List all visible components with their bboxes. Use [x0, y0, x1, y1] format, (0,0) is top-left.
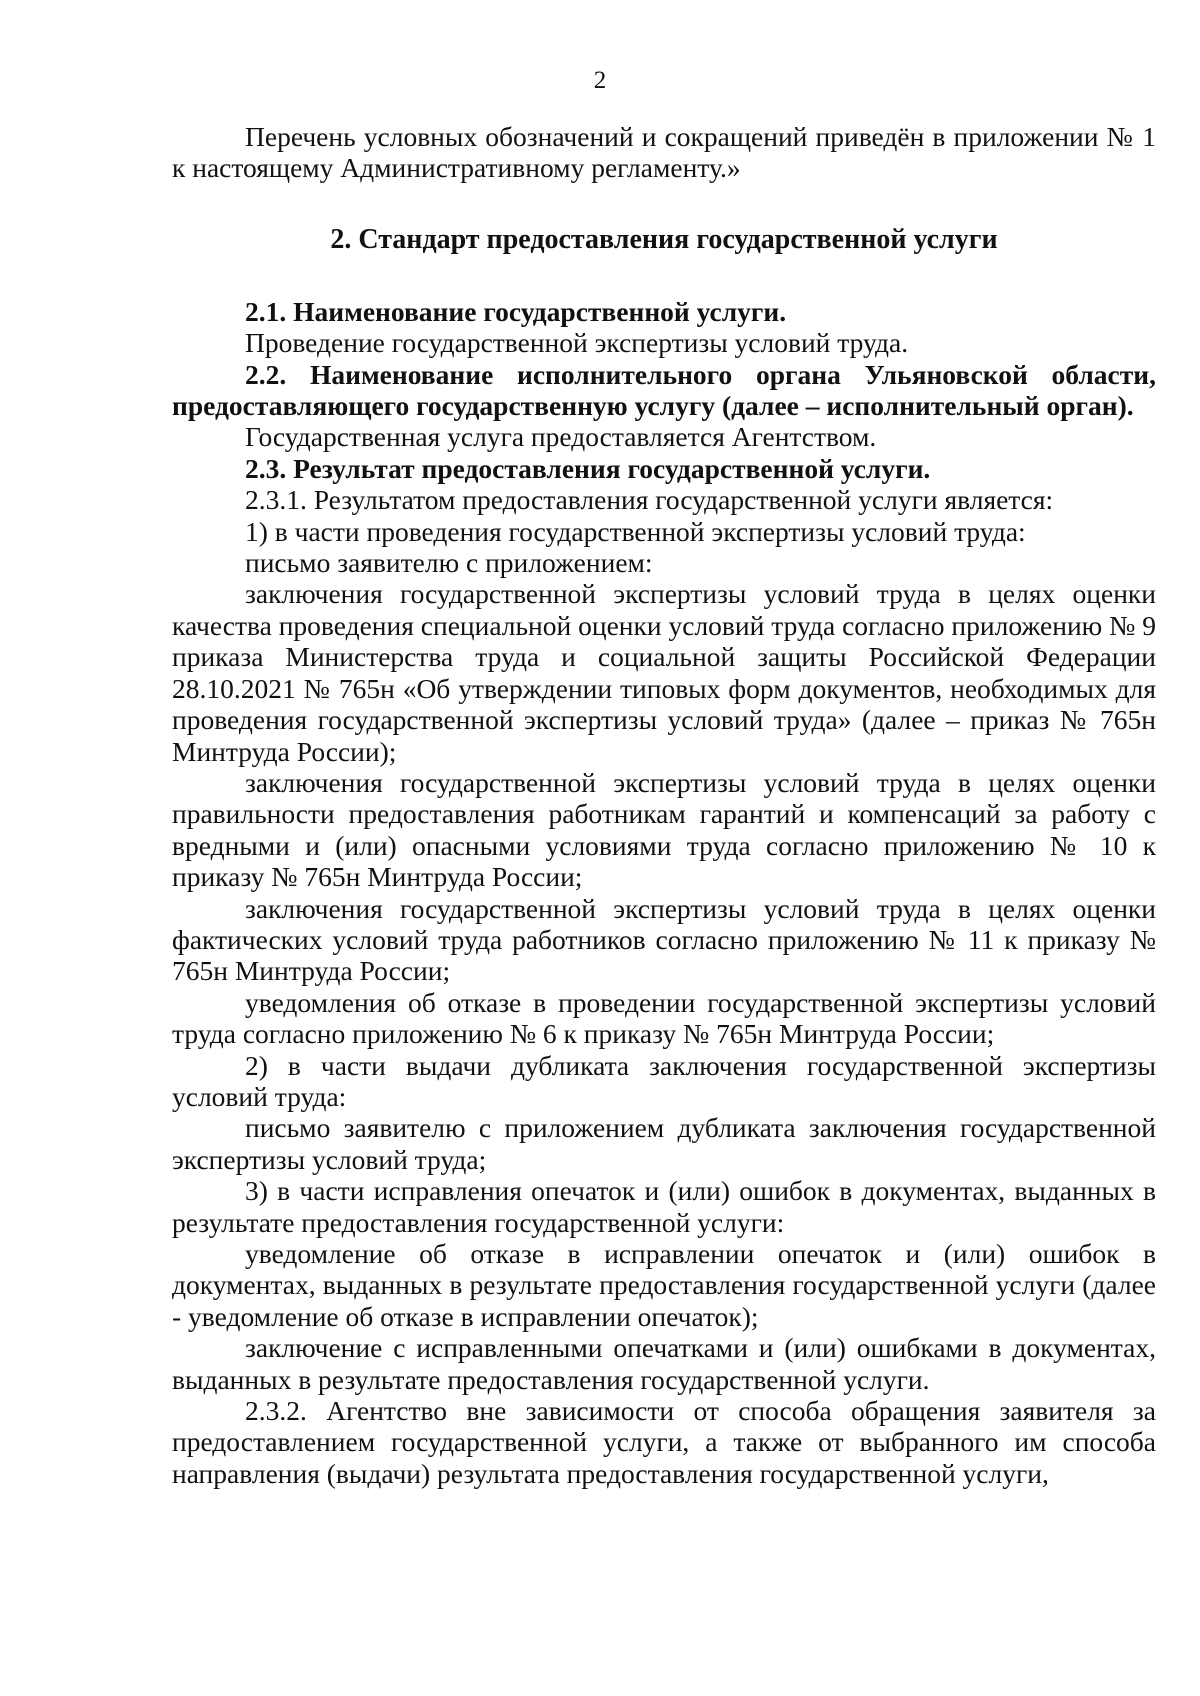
intro-paragraph: Перечень условных обозначений и сокращений приведён в приложении № 1 к настоящему Административному регламенту.»	[172, 121, 1156, 184]
paragraph: заключения государственной экспертизы условий труда в целях оценки фактических условий труда работников согласно приложению № 11 к приказу № 765н Минтруда России;	[172, 892, 1156, 987]
paragraph: 1) в части проведения государственной экспертизы условий труда:	[245, 515, 1026, 547]
paragraph: Государственная услуга предоставляется Агентством.	[245, 421, 877, 453]
paragraph: уведомления об отказе в проведении государственной экспертизы условий труда согласно приложению № 6 к приказу № 765н Минтруда России;	[172, 986, 1156, 1050]
paragraph: письмо заявителю с приложением:	[245, 547, 653, 579]
document-body	[172, 121, 1156, 1489]
paragraph: уведомление об отказе в исправлении опечаток и (или) ошибок в документах, выданных в результате предоставления государственной услуги (далее - уведомление об отказе в исправлении опечаток);	[172, 1238, 1156, 1332]
paragraph-list	[172, 296, 1156, 1489]
paragraph: заключения государственной экспертизы условий труда в целях оценки качества проведения специальной оценки условий труда согласно приложению № 9 приказа Министерства труда и социальной защиты Российской Федерации 28.10.2021 № 765н «Об утверждении типовых форм документов, необходимых для проведения государственной экспертизы условий труда» (далее – приказ № 765н Минтруда России);	[172, 578, 1156, 767]
paragraph: Проведение государственной экспертизы условий труда.	[245, 327, 909, 359]
paragraph: 2) в части выдачи дубликата заключения государственной экспертизы условий труда:	[172, 1049, 1156, 1112]
page-number: 2	[593, 67, 607, 94]
paragraph: 3) в части исправления опечаток и (или) ошибок в документах, выданных в результате предоставления государственной услуги:	[172, 1175, 1156, 1238]
paragraph: 2.1. Наименование государственной услуги.	[245, 295, 787, 327]
paragraph: 2.3.2. Агентство вне зависимости от способа обращения заявителя за предоставлением государственной услуги, а также от выбранного им способа направления (выдачи) результата предоставления государственной услуги,	[172, 1395, 1156, 1489]
paragraph: 2.2. Наименование исполнительного органа Ульяновской области, предоставляющего государственную услугу (далее – исполнительный орган).	[172, 358, 1156, 422]
paragraph: 2.3. Результат предоставления государственной услуги.	[245, 452, 931, 484]
paragraph: заключения государственной экспертизы условий труда в целях оценки правильности предоставления работникам гарантий и компенсаций за работу с вредными и (или) опасными условиями труда согласно приложению № 10 к приказу № 765н Минтруда России;	[172, 766, 1156, 893]
paragraph: 2.3.1. Результатом предоставления государственной услуги является:	[245, 484, 1054, 516]
paragraph: письмо заявителю с приложением дубликата заключения государственной экспертизы условий труда;	[172, 1112, 1156, 1175]
paragraph: заключение с исправленными опечатками и (или) ошибками в документах, выданных в результате предоставления государственной услуги.	[172, 1332, 1156, 1395]
section-title: 2. Стандарт предоставления государственной услуги	[330, 223, 998, 255]
